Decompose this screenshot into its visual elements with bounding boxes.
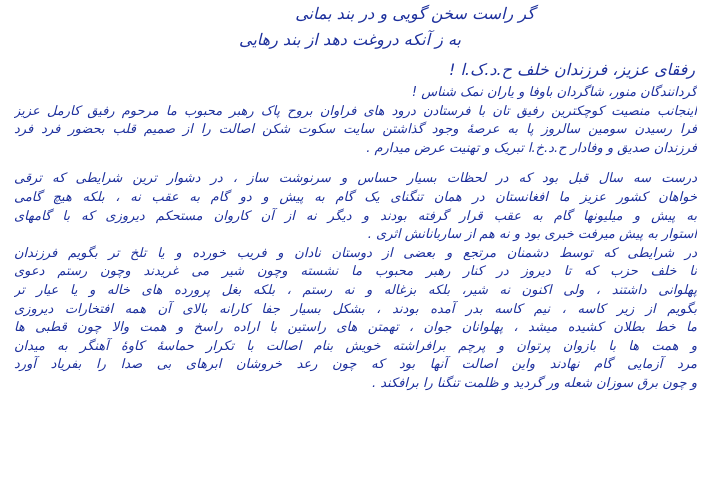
paragraph-1-line: فرزندان صدیق و وفادار ح.د.خ.ا تبریک و تهنیت عرض میدارم . (366, 140, 697, 156)
verse-line-1: گر راست سخن گویی و در بند بمانی (295, 4, 535, 23)
paragraph-2-line: خواهان کشور عزیز ما افغانستان در همان تنگنای یک گام به پیش و دو گام به عقب نه ، بلکه هیچ گامی (14, 189, 697, 205)
paragraph-3-line: بگویم از زیر کاسه ، نیم کاسه بدر آمده بودند ، بشکل بسیار جفا کارانه بالای آن همه افتخارات دیروزی (14, 301, 697, 317)
salutation: رفقای عزیز، فرزندان خلف ح.د.ک.ا ! (448, 60, 695, 79)
paragraph-1-line: اینجانب منصیت کوچکترین رفیق تان با فرستادن درود های فراوان بروح پاک رهبر محبوب ما مرحوم رفیق کارمل عزیز (14, 103, 697, 119)
paragraph-3-line: پهلوانی داشتند ، ولی اکنون نه شیر، بلکه بزغاله و نه رستم ، بلکه بغل پرورده های خاله و یا عیار تر (14, 282, 697, 298)
paragraph-3-line: و چون برق سوزان شعله ور گردید و ظلمت تنگنا را برافکند . (371, 375, 697, 391)
paragraph-2 (14, 170, 697, 244)
letter-body (14, 84, 697, 394)
paragraph-2-line: درست سه سال قبل بود که در لحظات بسیار حساس و سرنوشت ساز ، در دشوار ترین شرایطی که ترقی (14, 171, 697, 187)
paragraph-1 (14, 84, 697, 158)
paragraph-3-line: در شرایطی که توسط دشمنان مرتجع و بعضی از دوستان نادان و فریب خورده و یا تلخ تر بگویم فرزندان (14, 245, 697, 261)
paragraph-3-line: ما خط بطلان کشیده میشد ، پهلوانان جوان ، تهمتن های راستین با اراده راسخ و همت والا چون قطبی ها (14, 320, 697, 336)
paragraph-1-line: فرا رسیدن سومین سالروز پا به عرصهٔ وجود گذاشتن سایت سکوت شکن اصالت را از صمیم قلب بحضور فرد فرد (14, 122, 697, 138)
paragraph-1-line: گردانندگان منور، شاگردان باوفا و یاران نمک شناس ! (411, 85, 697, 100)
paragraph-3-line: و همت ها با بازوان پرتوان و پرچم برافراشته خویش بنام اصالت با تکرار حماسهٔ کاوهٔ آهنگر به میدان (14, 338, 697, 354)
paragraph-2-line: استوار به پیش میرفت خبری بود و نه هم از ساربانانش اثری . (367, 227, 697, 243)
paragraph-2-line: به پیش و میلیونها گام به عقب قرار گرفته بودند و دیگر نه از آن کاروان مستحکم دیروزی که با گامهای (14, 208, 697, 224)
verse-line-2: به ز آنکه دروغت دهد از بند رهایی (239, 30, 461, 49)
paragraph-3 (14, 245, 697, 394)
paragraph-3-line: نا خلف حزب که تا دیروز در کنار رهبر محبوب ما نشسته وچون شیر می غریدند وچون رستم دعوی (14, 264, 697, 280)
paragraph-3-line: مرد آزمایی گام نهادند واین اصالت آنها بود که چون رعد خروشان ابرهای بی صدا را بفریاد آورد (14, 357, 697, 373)
